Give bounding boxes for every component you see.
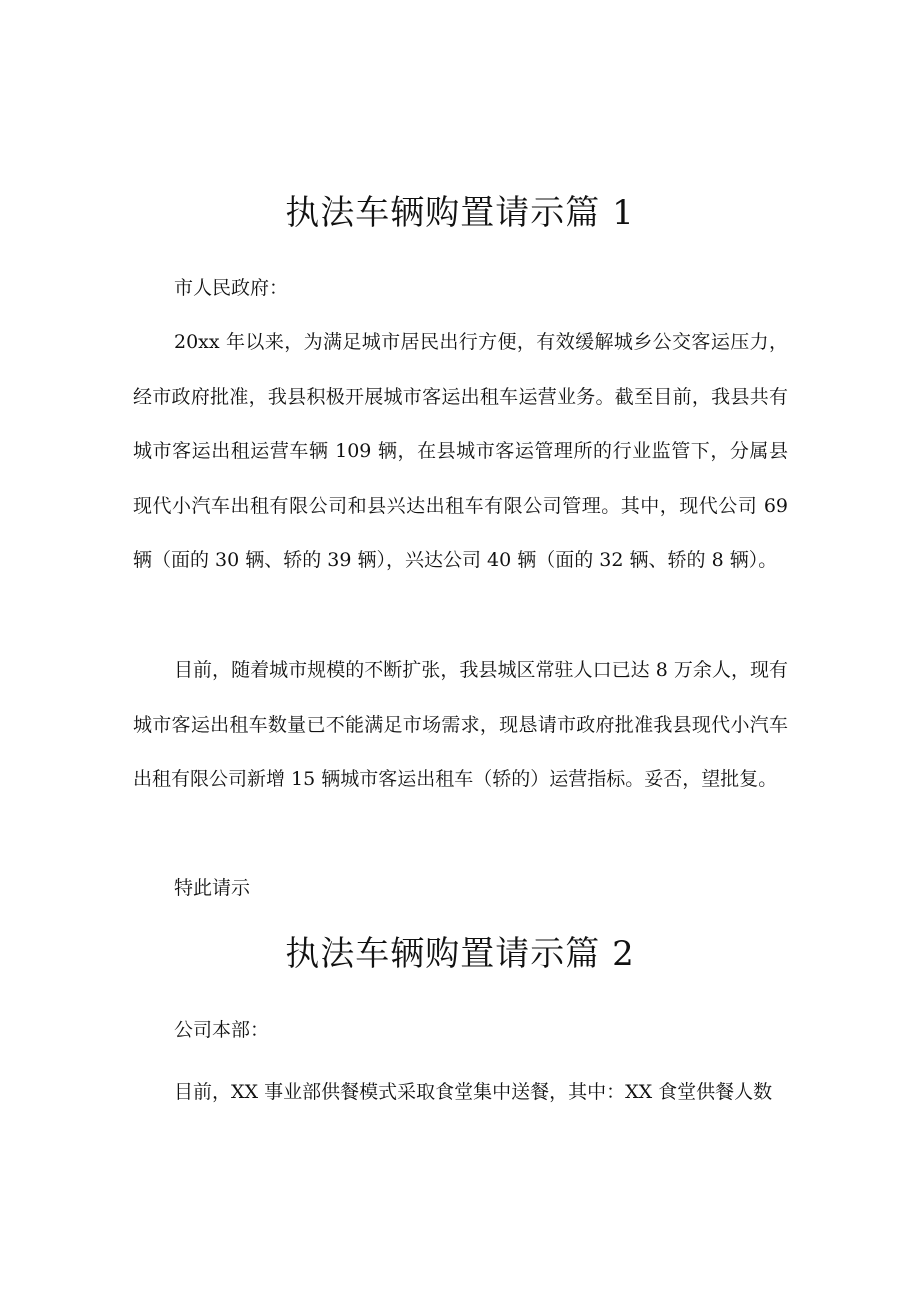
section-1-paragraph-2: 目前，随着城市规模的不断扩张，我县城区常驻人口已达 8 万余人，现有城市客运出租车数量已不能满足市场需求，现恳请市政府批准我县现代小汽车出租有限公司新增 15 辆城市客运出租车（轿的）运营指标。妥否，望批复。 <box>133 659 788 791</box>
section-1-title: 执法车辆购置请示篇 1 <box>285 193 635 233</box>
section-2-paragraph-1: 目前，XX 事业部供餐模式采取食堂集中送餐，其中：XX 食堂供餐人数 <box>174 1081 773 1103</box>
section-1-salutation: 市人民政府： <box>174 277 289 299</box>
section-2-title: 执法车辆购置请示篇 2 <box>285 934 635 974</box>
section-1-closing: 特此请示 <box>174 877 251 899</box>
section-1-paragraph-1: 20xx 年以来，为满足城市居民出行方便，有效缓解城乡公交客运压力，经市政府批准，我县积极开展城市客运出租车运营业务。截至目前，我县共有城市客运出租运营车辆 109 辆，在县城市客运管理所的行业监管下，分属县现代小汽车出租有限公司和县兴达出租车有限公司管理。其中，现代公司 69 辆（面的 30 辆、轿的 39 辆），兴达公司 40 辆（面的 32 辆、轿的 8 辆）。 <box>133 331 788 572</box>
section-2-salutation: 公司本部： <box>174 1019 270 1041</box>
